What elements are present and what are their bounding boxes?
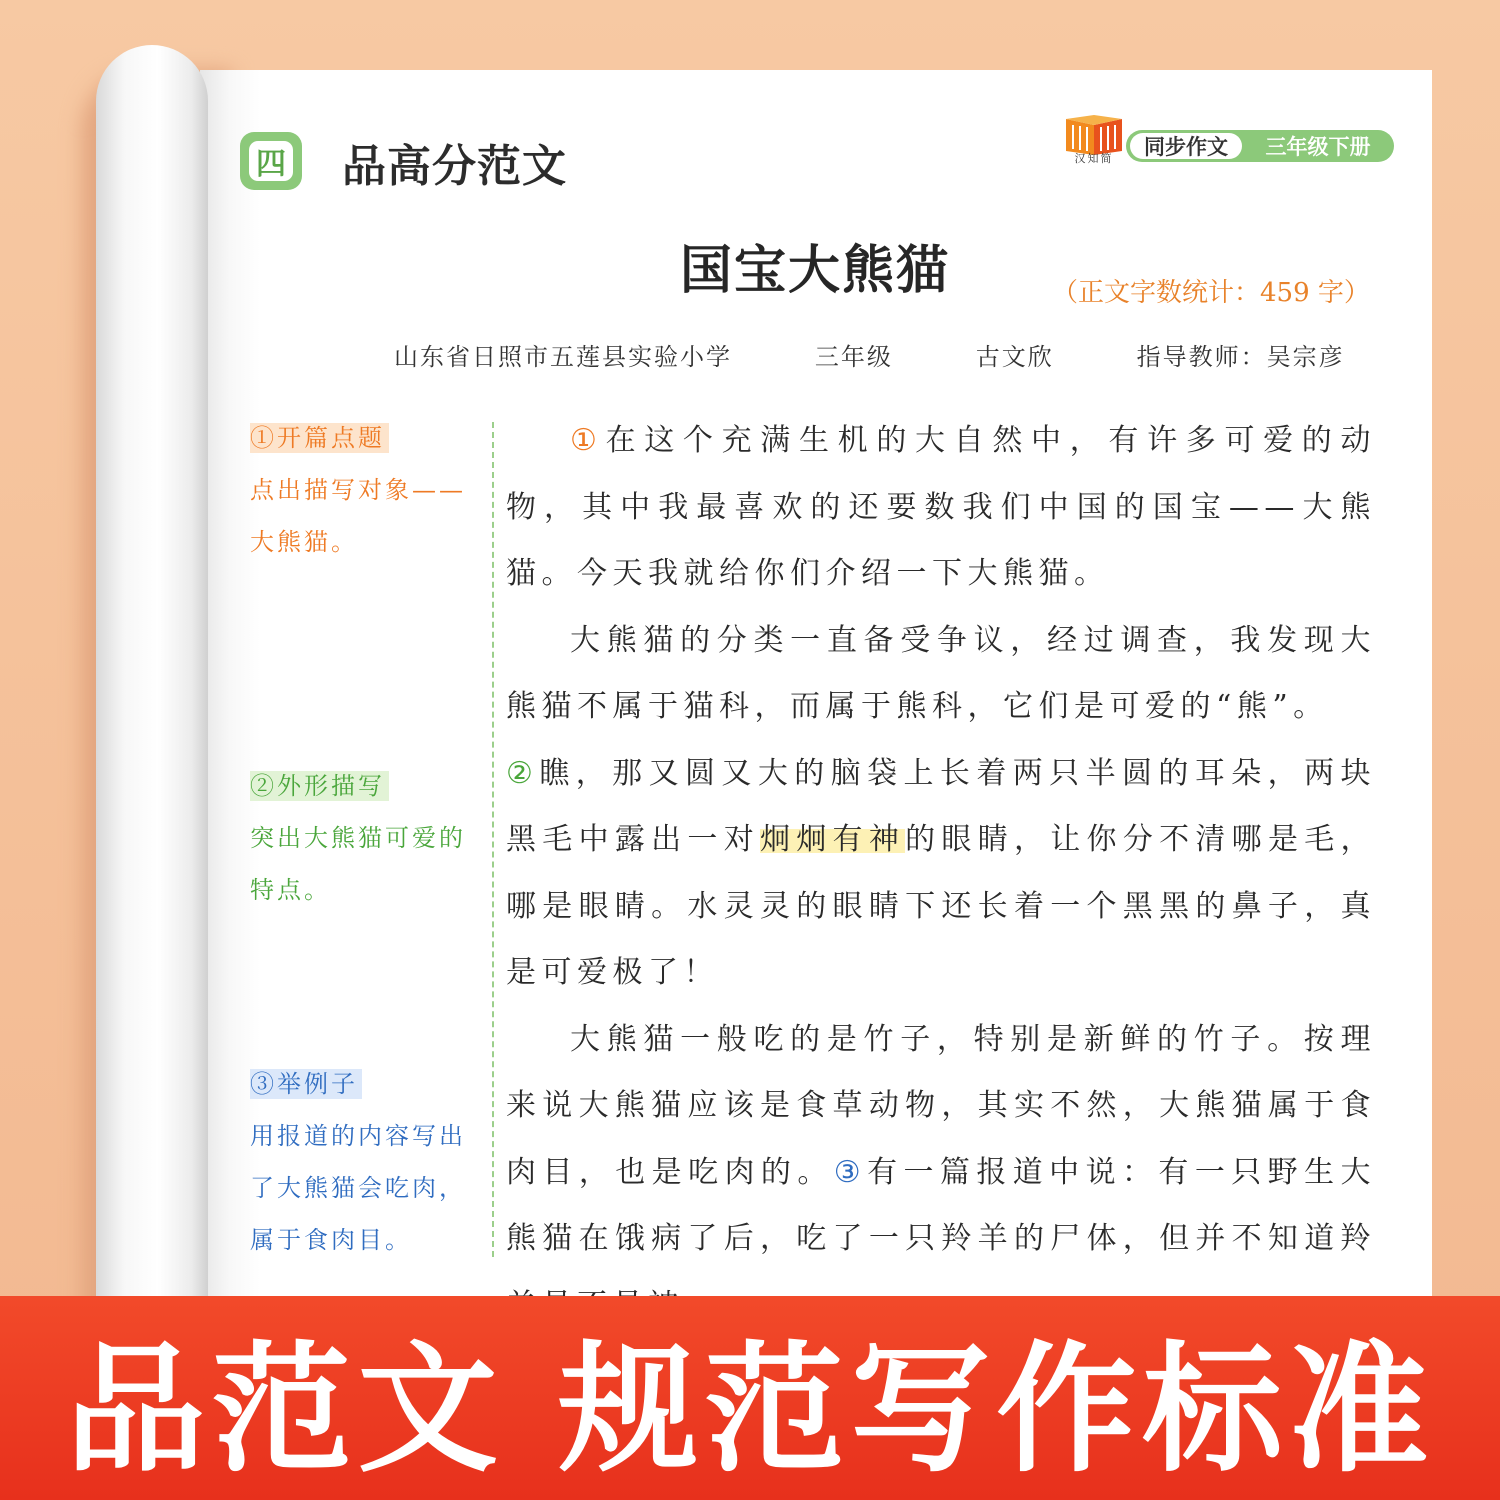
note-body: 用报道的内容写出了大熊猫会吃肉，属于食肉目。: [250, 1122, 466, 1254]
paragraph-text: 大熊猫的分类一直备受争议，经过调查，我发现大熊猫不属于猫科，而属于熊科，它们是可爱的“熊”。: [506, 622, 1376, 724]
essay-body: [506, 408, 1376, 1339]
word-count: （正文字数统计：459 字）: [1052, 278, 1370, 308]
banner-slogan: 品范文 规范写作标准: [65, 1328, 1435, 1492]
grade-label: 三年级下册: [1265, 135, 1371, 159]
paragraph-text: 的眼睛，让你分不清哪是毛，哪是眼睛。水灵灵的眼睛下还长着一个黑黑的鼻子，真是可爱极了！: [506, 822, 1377, 990]
essay-title: 国宝大熊猫: [680, 241, 951, 301]
series-pill: [1126, 130, 1394, 162]
paragraph-text: 有一篇报道中说：有一只野生大熊猫在饿病了后，吃了一只羚羊的尸体，但并不知道羚: [506, 1154, 1377, 1256]
brand-name: 汉知简: [1074, 152, 1114, 165]
note-heading: ③举例子: [250, 1069, 362, 1099]
margin-note-2: [250, 760, 486, 916]
section-number: 四: [249, 141, 293, 181]
margin-divider: [492, 422, 494, 1257]
paragraph-text: 瞧，那又圆又大的脑袋上长着两只半圆的耳朵，两块黑毛中露出一对: [506, 755, 1376, 857]
margin-note-3: [250, 1058, 486, 1266]
paragraph-text: 在这个充满生机的大自然中，有许多可爱的动物，其中我最喜欢的还要数我们中国的国宝——大熊猫。今天我就给你们介绍一下大熊猫。: [506, 423, 1376, 591]
paragraph-2: [506, 608, 1376, 1007]
series-label: 同步作文: [1130, 133, 1242, 159]
annotation-marker-3: ③: [833, 1154, 868, 1190]
note-heading: ①开篇点题: [250, 423, 389, 453]
section-title: 品高分范文: [342, 141, 567, 192]
paragraph-text: 大熊猫一般吃的是竹子，特别是新鲜的竹子。按理来说大熊猫应该是食草动物，其实不然，大熊猫属于食肉目，也是吃肉的。: [506, 1021, 1376, 1190]
promo-banner: [0, 1296, 1500, 1500]
margin-note-1: [250, 412, 486, 568]
paragraph-3: [506, 1007, 1376, 1340]
note-body: 点出描写对象——大熊猫。: [250, 476, 466, 556]
annotation-marker-1: ①: [570, 423, 606, 458]
author-line: 山东省日照市五莲县实验小学 三年级 古文欣 指导教师：吴宗彦: [394, 343, 1345, 371]
paragraph-1: [506, 408, 1376, 608]
page-roll: [96, 45, 208, 1335]
note-heading: ②外形描写: [250, 771, 389, 801]
section-badge: [240, 132, 302, 190]
annotation-marker-2: ②: [506, 755, 540, 791]
note-body: 突出大熊猫可爱的特点。: [250, 824, 466, 904]
highlighted-phrase: 炯炯有神: [759, 822, 906, 857]
